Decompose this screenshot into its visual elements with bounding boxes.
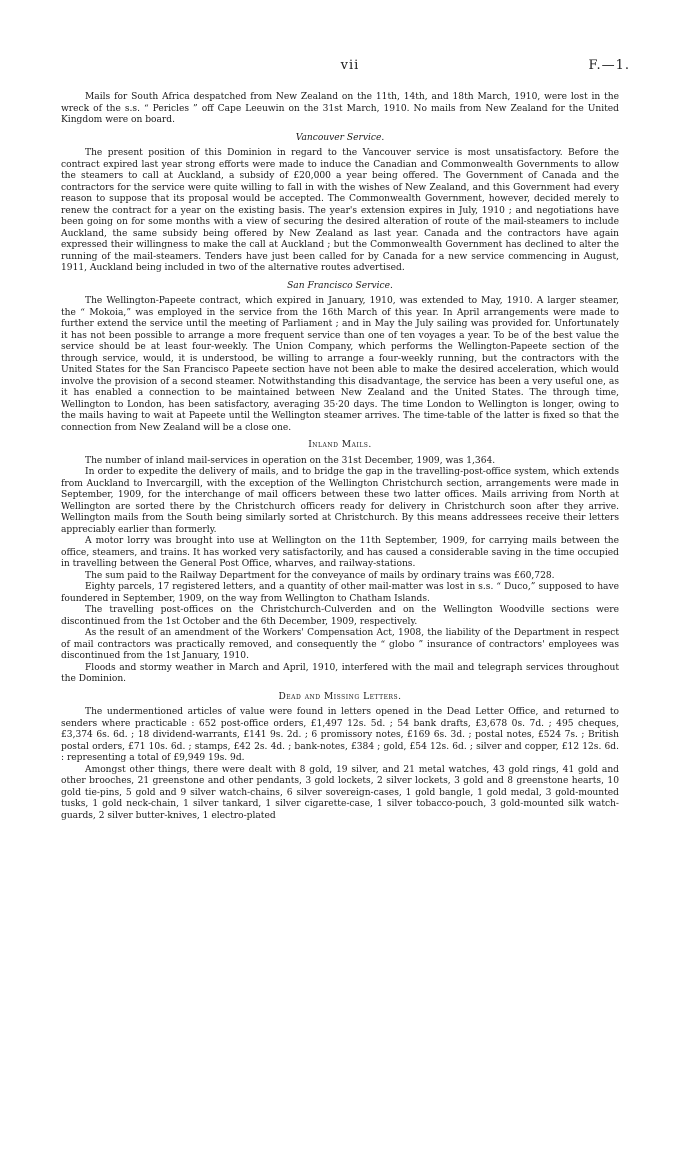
inland-paragraph-3: A motor lorry was brought into use at Wellington on the 11th September, 1909, for carrying mails between the office, steamers, and trains. It has worked very satisfactorily, and has caused a considerable saving in the time occupied in travelling between the General Post Office, wharves, and railway-stations. bbox=[61, 536, 619, 569]
section-title-dead-letters: Dead and Missing Letters. bbox=[278, 691, 402, 702]
document-reference: F.—1. bbox=[588, 58, 630, 73]
body-text bbox=[61, 92, 619, 822]
section-title-inland-mails: Inland Mails. bbox=[308, 440, 372, 450]
vancouver-paragraph: The present position of this Dominion in regard to the Vancouver service is most unsatisfactory. Before the contract expired last year strong efforts were made to induce the Canadian and Commonwealth Governments to allow the steamers to call at Auckland, a subsidy of £20,000 a year being offered. The Government of Canada and the contractors for the service were quite willing to fall in with the wishes of New Zealand, and this Government had every reason to suppose that its proposal would be accepted. The Commonwealth Government, however, decided merely to renew the contract for a year on the existing basis. The year's extension expires in July, 1910 ; and negotiations have been going on for some months with a view of securing the desired alteration of route of the mail-steamers to include Auckland, the same subsidy being offered by New Zealand as last year. Canada and the contractors have again expressed their willingness to make the call at Auckland ; but the Commonwealth Government has declined to alter the running of the mail-steamers. Tenders have just been called for by Canada for a new service commencing in August, 1911, Auckland being included in two of the alternative routes advertised. bbox=[61, 148, 619, 273]
inland-paragraph-1: The number of inland mail-services in operation on the 31st December, 1909, was 1,364. bbox=[85, 455, 496, 466]
inland-paragraph-5: Eighty parcels, 17 registered letters, and a quantity of other mail-matter was lost in s.s. “ Duco,” supposed to have foundered in September, 1909, on the way from Wellington to Chatham Islands. bbox=[61, 582, 619, 604]
inland-paragraph-8: Floods and stormy weather in March and April, 1910, interfered with the mail and telegraph services throughout the Dominion. bbox=[61, 662, 619, 684]
section-title-vancouver: Vancouver Service. bbox=[295, 132, 385, 143]
page-number: vii bbox=[340, 58, 360, 73]
inland-paragraph-4: The sum paid to the Railway Department for the conveyance of mails by ordinary trains was £60,728. bbox=[85, 570, 555, 581]
intro-paragraph: Mails for South Africa despatched from New Zealand on the 11th, 14th, and 18th March, 1910, were lost in the wreck of the s.s. “ Pericles ” off Cape Leeuwin on the 31st March, 1910. No mails from New Zealand for the United Kingdom were on board. bbox=[61, 92, 619, 125]
section-title-san-francisco: San Francisco Service. bbox=[287, 280, 393, 291]
dead-letters-paragraph-2: Amongst other things, there were dealt with 8 gold, 19 silver, and 21 metal watches, 43 gold rings, 41 gold and other brooches, 21 greenstone and other pendants, 3 gold lockets, 2 silver lockets, 3 gold and 8 greenstone hearts, 10 gold tie-pins, 5 gold and 9 silver watch-chains, 6 silver sovereign-cases, 1 gold bangle, 1 gold medal, 3 gold-mounted tusks, 1 gold neck-chain, 1 silver tankard, 1 silver cigarette-case, 1 silver tobacco-pouch, 3 gold-mounted silk watch-guards, 2 silver butter-knives, 1 electro-plated bbox=[61, 764, 619, 821]
san-francisco-paragraph: The Wellington-Papeete contract, which expired in January, 1910, was extended to May, 1910. A larger steamer, the “ Mokoia,” was employed in the service from the 16th March of this year. In April arrangements were made to further extend the service until the meeting of Parliament ; and in May the July sailing was provided for. Unfortunately it has not been possible to arrange a more frequent service than one of ten voyages a year. To be of the best value the service should be at least four-weekly. The Union Company, which performs the Wellington-Papeete section of the through service, would, it is understood, be willing to arrange a four-weekly running, but the contractors with the United States for the San Francisco Papeete section have not been able to make the desired acceleration, which would involve the provision of a second steamer. Notwithstanding this disadvantage, the service has been a very useful one, as it has enabled a connection to be maintained between New Zealand and the United States. The through time, Wellington to London, has been satisfactory, averaging 35·20 days. The time London to Wellington is longer, owing to the mails having to wait at Papeete until the Wellington steamer arrives. The time-table of the latter is fixed so that the connection from New Zealand will be a close one. bbox=[61, 296, 619, 433]
inland-paragraph-2: In order to expedite the delivery of mails, and to bridge the gap in the travelling-post-office system, which extends from Auckland to Invercargill, with the exception of the Wellington Christchurch section, arrangements were made in September, 1909, for the interchange of mail officers between these two latter offices. Mails arriving from North at Wellington are sorted there by the Christchurch officers ready for delivery in Christchurch soon after they arrive. Wellington mails from the South being similarly sorted at Christchurch. By this means addressees receive their letters appreciably earlier than formerly. bbox=[61, 467, 619, 535]
inland-paragraph-7: As the result of an amendment of the Workers' Compensation Act, 1908, the liability of the Department in respect of mail contractors was practically removed, and consequently the “ globo ” insurance of contractors' employees was discontinued from the 1st January, 1910. bbox=[61, 628, 619, 661]
dead-letters-paragraph-1: The undermentioned articles of value were found in letters opened in the Dead Letter Office, and returned to senders where practicable : 652 post-office orders, £1,497 12s. 5d. ; 54 bank drafts, £3,678 0s. 7d. ; 495 cheques, £3,374 6s. 6d. ; 18 dividend-warrants, £141 9s. 2d. ; 6 promissory notes, £169 6s. 3d. ; postal notes, £524 7s. ; British postal orders, £71 10s. 6d. ; stamps, £42 2s. 4d. ; bank-notes, £384 ; gold, £54 12s. 6d. ; silver and copper, £12 12s. 6d. : representing a total of £9,949 19s. 9d. bbox=[61, 707, 619, 763]
inland-paragraph-6: The travelling post-offices on the Christchurch-Culverden and on the Wellington Woodville sections were discontinued from the 1st October and the 6th December, 1909, respectively. bbox=[61, 605, 619, 627]
